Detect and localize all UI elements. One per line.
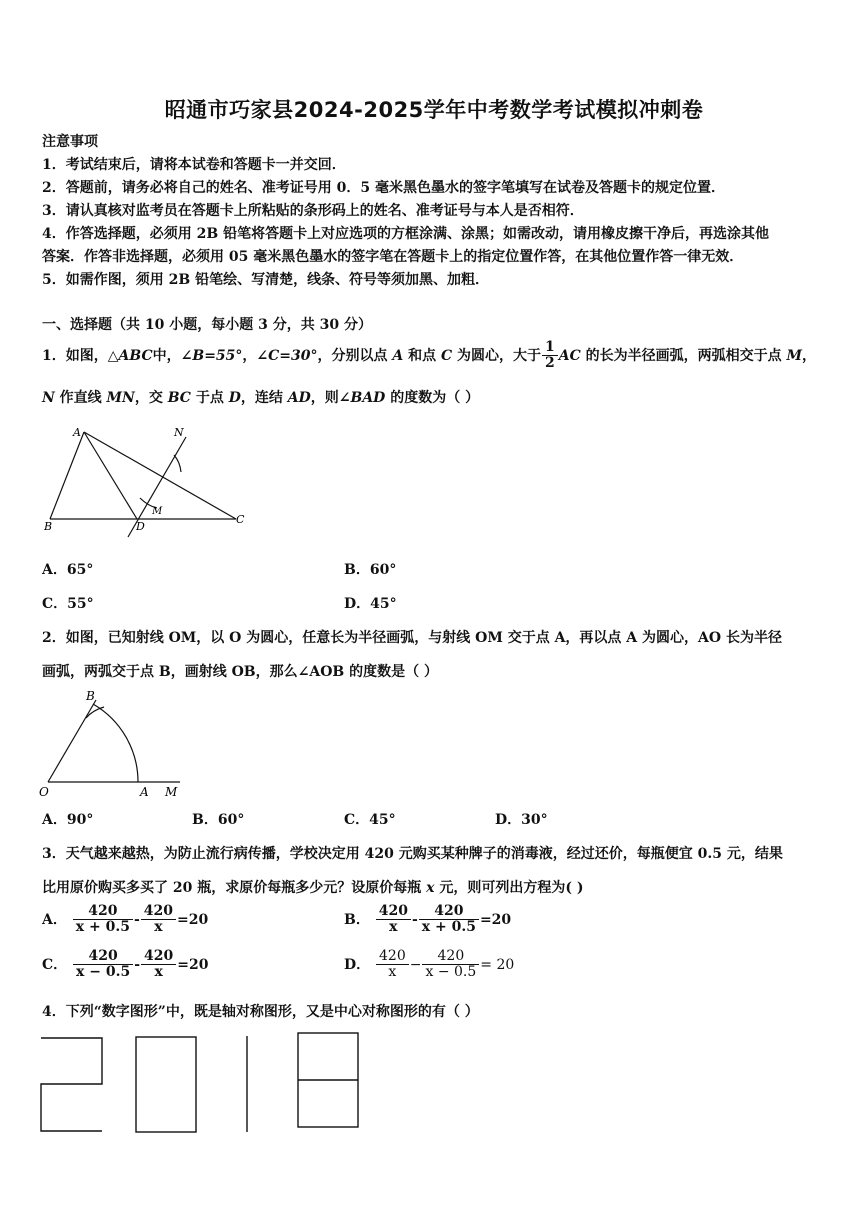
q2-option-c[interactable]: C．45° xyxy=(344,812,396,828)
label-d: D xyxy=(136,520,145,533)
q1-option-c[interactable]: C．55° xyxy=(42,596,94,612)
digit-zero-figure xyxy=(136,1037,196,1132)
notes-heading: 注意事项 xyxy=(42,134,98,150)
q3-option-a[interactable]: A． $\frac{420}{x + 0.5}$ - $\frac{420}{x}$ =20 xyxy=(42,903,209,936)
q3-line1: 3．天气越来越热，为防止流行病传播，学校决定用 420 元购买某种牌子的消毒液，经过还价，每瓶便宜 0.5 元，结果 xyxy=(42,846,783,862)
q2-line1: 2．如图，已知射线 OM，以 O 为圆心，任意长为半径画弧，与射线 OM 交于点 A，再以点 A 为圆心，AO 长为半径 xyxy=(42,630,782,646)
q2-arc-figure xyxy=(38,686,188,801)
fraction: $\frac{420}{x + 0.5}$ xyxy=(73,904,133,936)
q2-option-b[interactable]: B．60° xyxy=(192,812,245,828)
label-a2: A xyxy=(140,785,149,799)
label-b2: B xyxy=(86,689,95,703)
note-item: 答案．作答非选择题，必须用 05 毫米黑色墨水的签字笔在答题卡上的指定位置作答，在其他位置作答一律无效． xyxy=(42,249,744,265)
fraction: $\frac{420}{x}$ xyxy=(141,904,176,936)
label-m2: M xyxy=(165,785,178,799)
note-item: 2．答题前，请务必将自己的姓名、准考证号用 0．5 毫米黑色墨水的签字笔填写在试卷及答题卡的规定位置． xyxy=(42,180,725,196)
fraction: $\frac{420}{x + 0.5}$ xyxy=(419,904,479,936)
q1-option-b[interactable]: B．60° xyxy=(344,562,397,578)
label-m: M xyxy=(152,506,163,517)
q3-option-d[interactable]: D． $\frac{420}{x}$ − $\frac{420}{x - 0.5}$ = 20 xyxy=(344,948,515,981)
fraction-half: $\frac{1}{2}$ xyxy=(542,340,558,372)
digit-two-figure xyxy=(41,1038,102,1131)
q1-option-d[interactable]: D．45° xyxy=(344,596,397,612)
label-a: A xyxy=(73,426,81,439)
note-item: 1．考试结束后，请将本试卷和答题卡一并交回． xyxy=(42,157,346,173)
q1-line2: N 作直线 MN，交 BC 于点 D，连结 AD，则∠BAD 的度数为（ ） xyxy=(42,390,480,406)
q3-option-b[interactable]: B． $\frac{420}{x}$ - $\frac{420}{x + 0.5}$ =20 xyxy=(344,903,512,936)
q3-line2: 比用原价购买多买了 20 瓶，求原价每瓶多少元？设原价每瓶 x 元，则可列出方程为( ) xyxy=(42,880,584,896)
note-item: 3．请认真核对监考员在答题卡上所粘贴的条形码上的姓名、准考证号与本人是否相符． xyxy=(42,203,584,219)
label-n: N xyxy=(174,426,184,439)
q2-option-a[interactable]: A．90° xyxy=(42,812,94,828)
q2-line2: 画弧，两弧交于点 B，画射线 OB，那么∠AOB 的度数是（ ） xyxy=(42,664,438,680)
page-title: 昭通市巧家县2024-2025学年中考数学考试模拟冲刺卷 xyxy=(164,98,704,122)
fraction: $\frac{420}{x}$ xyxy=(376,949,409,981)
fraction: $\frac{420}{x}$ xyxy=(376,904,411,936)
q3-option-c[interactable]: C． $\frac{420}{x - 0.5}$ - $\frac{420}{x}$ =20 xyxy=(42,948,209,981)
label-o: O xyxy=(39,785,49,799)
q1-line1: 1．如图，△ABC中，∠B=55°，∠C=30°，分别以点 A 和点 C 为圆心，大于 $\frac{1}{2}$ AC 的长为半径画弧，两弧相交于点 M， xyxy=(42,339,817,372)
note-item: 5．如需作图，须用 2B 铅笔绘、写清楚，线条、符号等须加黑、加粗． xyxy=(42,272,490,288)
q1-option-a[interactable]: A．65° xyxy=(42,562,94,578)
label-b: B xyxy=(44,520,53,533)
fraction: $\frac{420}{x}$ xyxy=(141,949,176,981)
q1-triangle-figure xyxy=(40,420,255,545)
note-item: 4．作答选择题，必须用 2B 铅笔将答题卡上对应选项的方框涂满、涂黑；如需改动，请用橡皮擦干净后，再选涂其他 xyxy=(42,226,770,242)
fraction: $\frac{420}{x - 0.5}$ xyxy=(73,949,133,981)
fraction: $\frac{420}{x - 0.5}$ xyxy=(422,949,479,981)
q2-option-d[interactable]: D．30° xyxy=(495,812,548,828)
label-c: C xyxy=(236,513,245,526)
section-heading: 一、选择题（共 10 小题，每小题 3 分，共 30 分） xyxy=(42,317,372,333)
q4-digit-figures xyxy=(40,1030,365,1136)
q4-line1: 4．下列“数字图形”中，既是轴对称图形，又是中心对称图形的有（ ） xyxy=(42,1004,479,1020)
